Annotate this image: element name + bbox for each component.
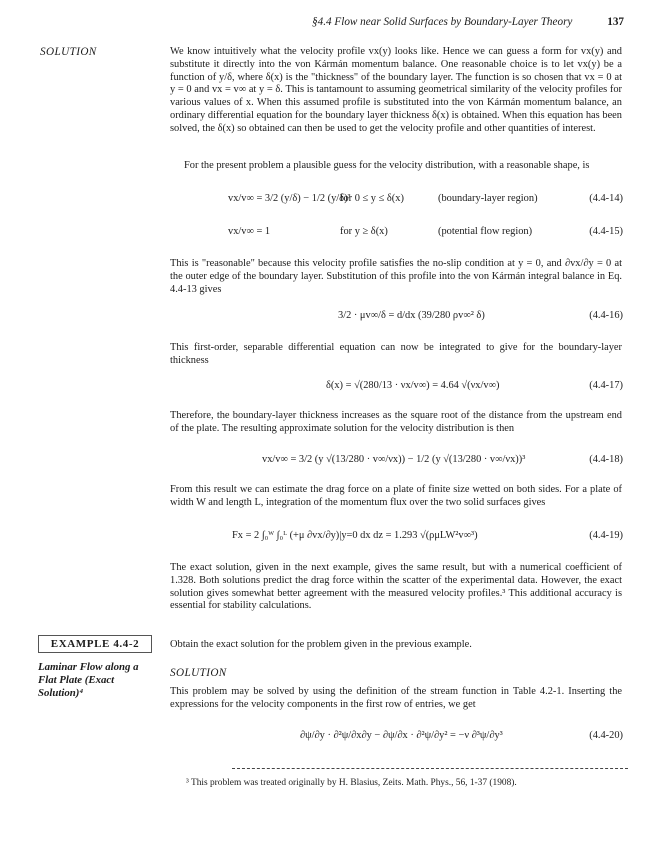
- footnote-divider: [232, 768, 628, 769]
- header-section: §4.4 Flow near Solid Surfaces by Boundary-Layer Theory: [312, 16, 573, 28]
- equation-4-4-18: vx/v∞ = 3/2 (y √(13/280 · v∞/νx)) − 1/2 (y √(13/280 · v∞/νx))³: [262, 454, 526, 465]
- equation-4-4-16: 3/2 · μv∞/δ = d/dx (39/280 ρv∞² δ): [338, 310, 485, 321]
- example-title: Laminar Flow along a Flat Plate (Exact Solution)⁴: [38, 661, 139, 700]
- equation-number-4-4-18: (4.4-18): [589, 454, 623, 465]
- page-number: 137: [607, 16, 624, 28]
- equation-number-4-4-14: (4.4-14): [589, 193, 623, 204]
- equation-number-4-4-19: (4.4-19): [589, 530, 623, 541]
- equation-number-4-4-15: (4.4-15): [589, 226, 623, 237]
- equation-number-4-4-16: (4.4-16): [589, 310, 623, 321]
- equation-4-4-15-lhs: vx/v∞ = 1: [228, 226, 271, 237]
- paragraph-7: The exact solution, given in the next example, gives the same result, but with a numerical coefficient of 1.328. Both solutions predict the drag force within the scatter of the experimental data. However, the exact solution gives somewhat better agreement with the measured velocity profiles.³ This additional accuracy is essential for stability calculations.: [170, 562, 622, 612]
- equation-4-4-14-range: for 0 ≤ y ≤ δ(x): [340, 193, 404, 204]
- equation-4-4-19: Fx = 2 ∫₀ᵂ ∫₀ᴸ (+μ ∂vx/∂y)|y=0 dx dz = 1.293 √(ρμLW²v∞³): [232, 530, 478, 541]
- equation-4-4-14-lhs: vx/v∞ = 3/2 (y/δ) − 1/2 (y/δ)³: [228, 193, 351, 204]
- paragraph-8: Obtain the exact solution for the problem given in the previous example.: [170, 639, 472, 650]
- footnote: ³ This problem was treated originally by H. Blasius, Zeits. Math. Phys., 56, 1-37 (1908).: [186, 778, 517, 788]
- equation-4-4-20: ∂ψ/∂y · ∂²ψ/∂x∂y − ∂ψ/∂x · ∂²ψ/∂y² = −ν ∂³ψ/∂y³: [300, 730, 503, 741]
- solution-label: SOLUTION: [40, 46, 97, 58]
- paragraph-3: This is "reasonable" because this velocity profile satisfies the no-slip condition at y = 0, and ∂vx/∂y = 0 at the outer edge of the boundary layer. Substitution of this profile into the von Kármán integral balance in Eq. 4.4-13 gives: [170, 258, 622, 295]
- equation-number-4-4-17: (4.4-17): [589, 380, 623, 391]
- example-box: EXAMPLE 4.4-2: [38, 635, 152, 653]
- equation-number-4-4-20: (4.4-20): [589, 730, 623, 741]
- equation-4-4-14-region: (boundary-layer region): [438, 193, 538, 204]
- equation-4-4-17: δ(x) = √(280/13 · νx/v∞) = 4.64 √(νx/v∞): [326, 380, 500, 391]
- paragraph-5: Therefore, the boundary-layer thickness increases as the square root of the distance from the upstream end of the plate. The resulting approximate solution for the velocity distribution is then: [170, 410, 622, 434]
- paragraph-4: This first-order, separable differential equation can now be integrated to give for the boundary-layer thickness: [170, 342, 622, 366]
- example-solution-label: SOLUTION: [170, 667, 227, 679]
- running-header: [312, 16, 624, 28]
- equation-4-4-15-region: (potential flow region): [438, 226, 533, 237]
- paragraph-1: We know intuitively what the velocity profile vx(y) looks like. Hence we can guess a form for vx(y) and substitute it directly into the von Kármán momentum balance. One reasonable choice is to let vx(y) be a function of y/δ, where δ(x) is the "thickness" of the boundary layer. The function is so chosen that vx = 0 at y = 0 and vx = v∞ at y = δ. This is tantamount to assuming geometrical similarity of the velocity profiles for various values of x. When this assumed profile is substituted into the von Kármán momentum balance, an ordinary differential equation for the boundary layer thickness δ(x) is obtained. When this equation has been solved, the δ(x) so obtained can then be used to get the velocity profile and other quantities of interest.: [170, 46, 622, 134]
- paragraph-6: From this result we can estimate the drag force on a plate of finite size wetted on both sides. For a plate of width W and length L, integration of the momentum flux over the two solid surfaces gives: [170, 484, 622, 508]
- paragraph-9: This problem may be solved by using the definition of the stream function in Table 4.2-1. Inserting the expressions for the velocity components in the first row of entries, we get: [170, 686, 622, 710]
- equation-4-4-15-range: for y ≥ δ(x): [340, 226, 388, 237]
- paragraph-2: For the present problem a plausible guess for the velocity distribution, with a reasonable shape, is: [184, 160, 590, 171]
